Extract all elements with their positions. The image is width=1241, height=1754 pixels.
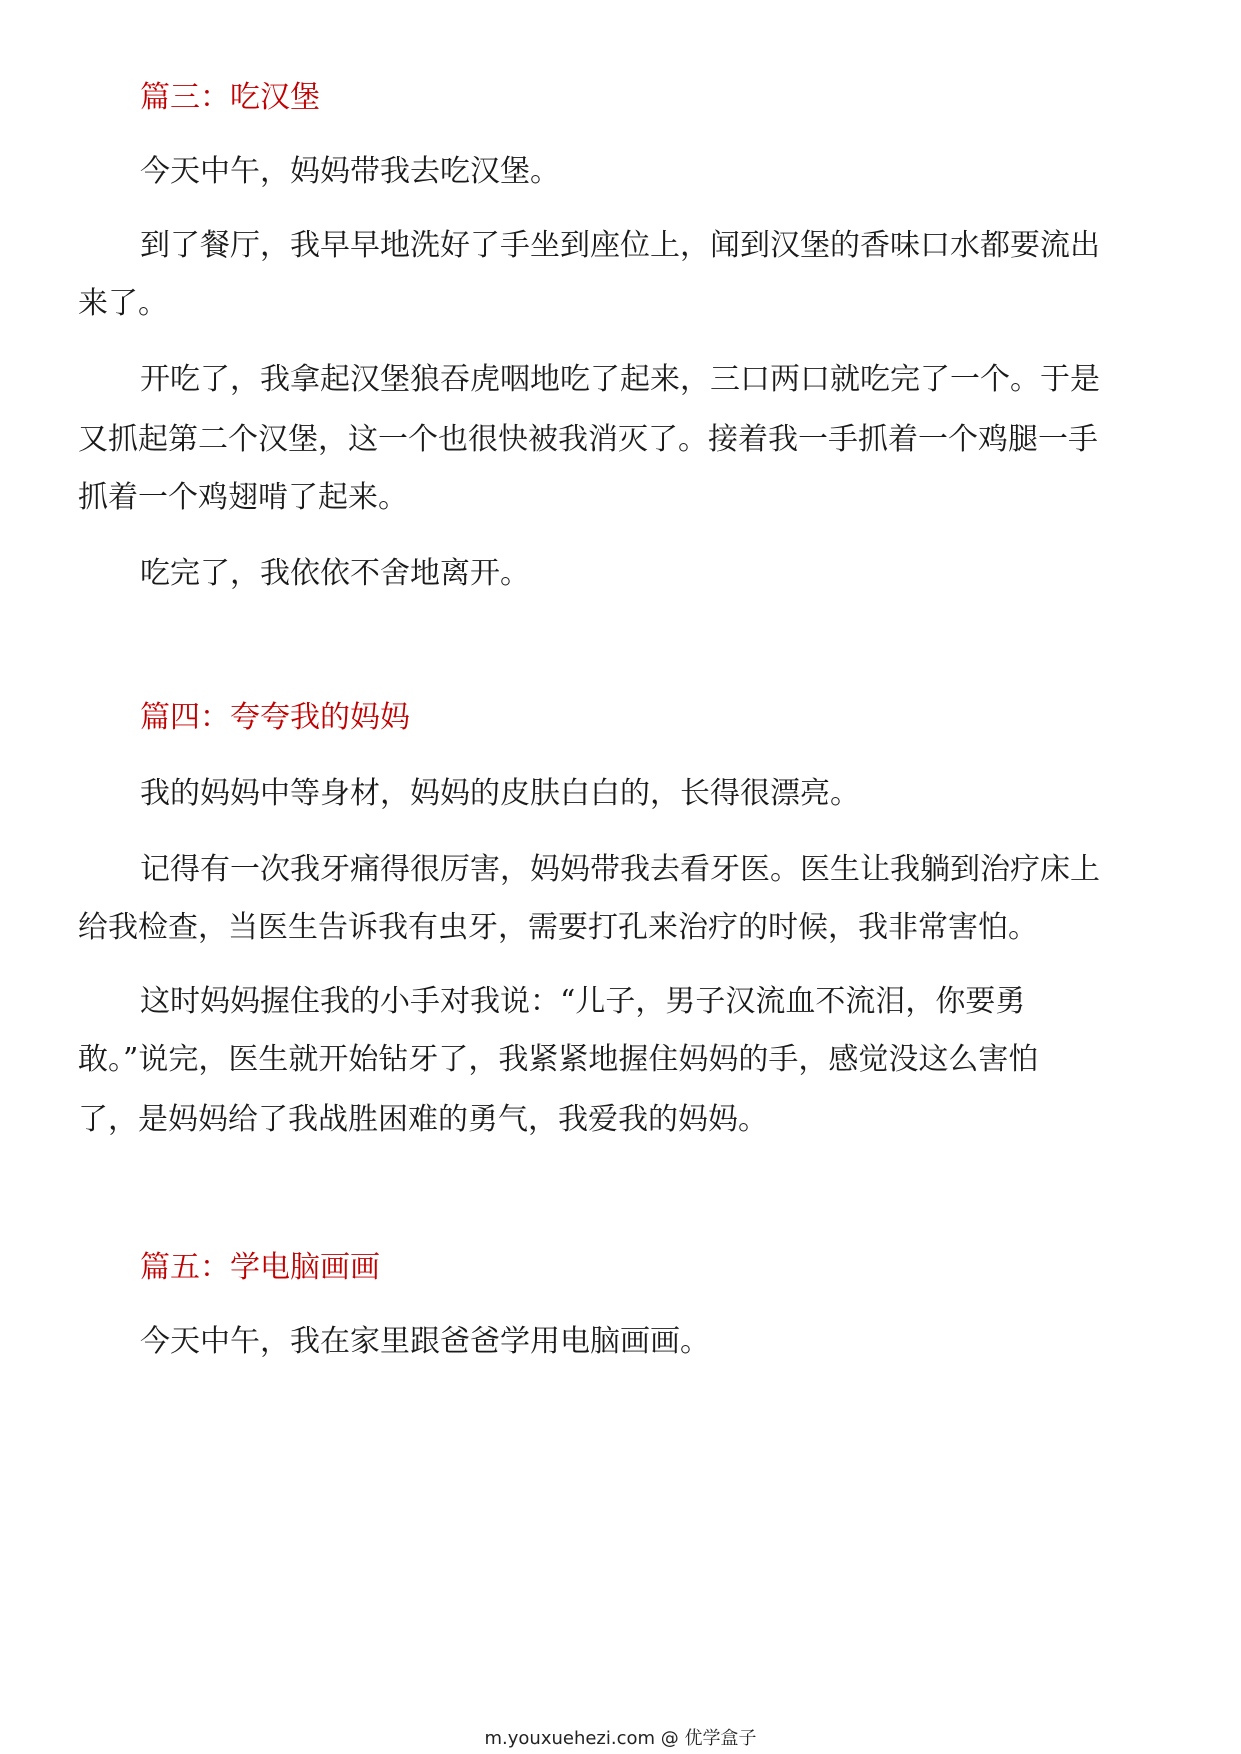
section-title: 篇五：学电脑画画 [140, 1250, 380, 1285]
paragraph-line: 敢。”说完，医生就开始钻牙了，我紧紧地握住妈妈的手，感觉没这么害怕 [78, 1042, 1039, 1077]
section-title: 篇四：夸夸我的妈妈 [140, 700, 410, 735]
paragraph-line: 今天中午，妈妈带我去吃汉堡。 [140, 154, 560, 189]
paragraph-line: 记得有一次我牙痛得很厉害，妈妈带我去看牙医。医生让我躺到治疗床上 [140, 852, 1100, 887]
paragraph-line: 给我检查，当医生告诉我有虫牙，需要打孔来治疗的时候，我非常害怕。 [78, 910, 1038, 945]
paragraph-line: 到了餐厅，我早早地洗好了手坐到座位上，闻到汉堡的香味口水都要流出 [140, 228, 1100, 263]
section-title: 篇三：吃汉堡 [140, 80, 320, 115]
paragraph-line: 我的妈妈中等身材，妈妈的皮肤白白的，长得很漂亮。 [140, 776, 860, 811]
paragraph-line: 吃完了，我依依不舍地离开。 [140, 556, 530, 591]
footer-watermark: m.youxuehezi.com @ 优学盒子 [484, 1728, 757, 1749]
paragraph-line: 来了。 [78, 286, 168, 321]
paragraph-line: 了，是妈妈给了我战胜困难的勇气，我爱我的妈妈。 [78, 1102, 768, 1137]
paragraph-line: 开吃了，我拿起汉堡狼吞虎咽地吃了起来，三口两口就吃完了一个。于是 [140, 362, 1100, 397]
paragraph-line: 今天中午，我在家里跟爸爸学用电脑画画。 [140, 1324, 710, 1359]
paragraph-line: 抓着一个鸡翅啃了起来。 [78, 480, 408, 515]
paragraph-line: 又抓起第二个汉堡，这一个也很快被我消灭了。接着我一手抓着一个鸡腿一手 [78, 422, 1098, 457]
paragraph-line: 这时妈妈握住我的小手对我说：“儿子，男子汉流血不流泪，你要勇 [140, 984, 1026, 1019]
